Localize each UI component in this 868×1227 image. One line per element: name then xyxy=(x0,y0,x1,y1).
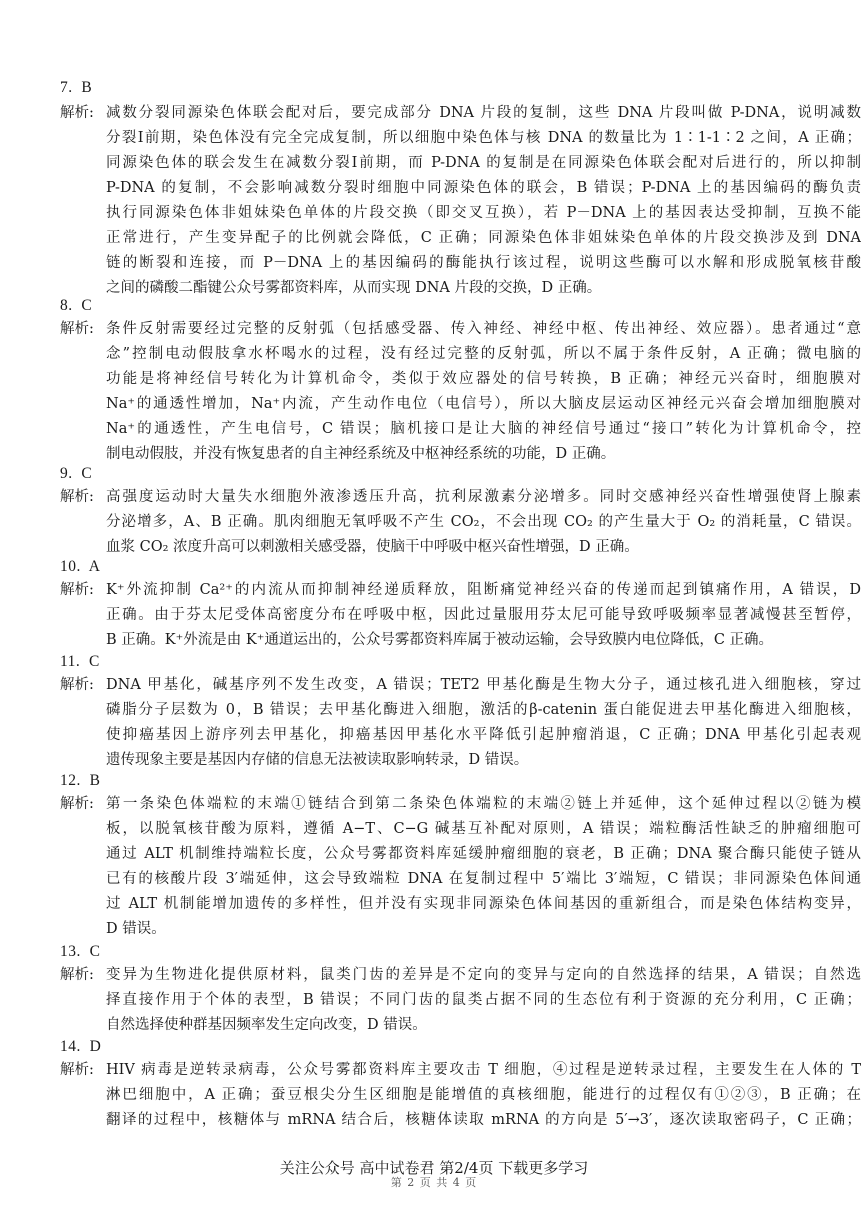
analysis-label: 解析: xyxy=(60,582,94,598)
analysis-line: 自然选择使种群基因频率发生定向改变，D 错误。 xyxy=(106,1017,427,1033)
analysis-line: 择直接作用于个体的表型，B 错误；不同门齿的鼠类占据不同的生态位有利于资源的充分利用，C 正确； xyxy=(106,992,861,1008)
analysis-line: DNA 甲基化，碱基序列不发生改变，A 错误；TET2 甲基化酶是生物大分子，通过核孔进入细胞核，穿过 xyxy=(106,677,861,693)
analysis-label: 解析: xyxy=(60,967,94,983)
analysis-line: P-DNA 的复制，不会影响减数分裂时细胞中同源染色体的联会，B 错误；P-DNA 上的基因编码的酶负责 xyxy=(106,180,861,196)
analysis-label: 解析: xyxy=(60,1062,94,1078)
analysis-line: 功能是将神经信号转化为计算机命令，类似于效应器处的信号转换，B 正确；神经元兴奋时，细胞膜对 xyxy=(106,371,861,387)
analysis-line: 磷脂分子层数为 0，B 错误；去甲基化酶进入细胞，激活的β-catenin 蛋白能促进去甲基化酶进入细胞核， xyxy=(106,702,861,718)
analysis-label: 解析: xyxy=(60,321,94,337)
analysis-line: 正确。由于芬太尼受体高密度分布在呼吸中枢，因此过量服用芬太尼可能导致呼吸频率显著减慢甚至暂停， xyxy=(106,607,861,623)
analysis-line: 制电动假肢，并没有恢复患者的自主神经系统及中枢神经系统的功能，D 正确。 xyxy=(106,446,616,462)
analysis-line: 分泌增多，A、B 正确。肌肉细胞无氧呼吸不产生 CO₂，不会出现 CO₂ 的产生量大于 O₂ 的消耗量，C 错误。 xyxy=(106,514,861,530)
analysis-line: 高强度运动时大量失水细胞外液渗透压升高，抗利尿激素分泌增多。同时交感神经兴奋性增强使肾上腺素 xyxy=(106,489,861,505)
analysis-line: 链的断裂和连接，而 P－DNA 上的基因编码的酶能执行该过程，说明这些酶可以水解和形成脱氧核苷酸 xyxy=(106,255,861,271)
analysis-line: 血浆 CO₂ 浓度升高可以刺激相关感受器，使脑干中呼吸中枢兴奋性增强，D 正确。 xyxy=(106,539,639,555)
question-number: 8. C xyxy=(60,297,93,314)
analysis-label: 解析: xyxy=(60,677,94,693)
analysis-line: B 正确。K⁺外流是由 K⁺通道运出的，公众号雾都资料库属于被动运输，会导致膜内电位降低，C 正确。 xyxy=(106,632,774,648)
analysis-line: 减数分裂同源染色体联会配对后，要完成部分 DNA 片段的复制，这些 DNA 片段叫做 P-DNA，说明减数 xyxy=(106,105,861,121)
analysis-line: 正常进行，产生变异配子的比例就会降低，C 正确；同源染色体非姐妹染色单体的片段交换涉及到 DNA xyxy=(106,230,861,246)
analysis-line: 变异为生物进化提供原材料，鼠类门齿的差异是不定向的变异与定向的自然选择的结果，A 错误；自然选 xyxy=(106,967,861,983)
analysis-line: 过 ALT 机制能增加遗传的多样性，但并没有实现非同源染色体间基因的重新组合，而是染色体结构变异， xyxy=(106,896,861,912)
analysis-line: D 错误。 xyxy=(106,921,166,937)
analysis-label: 解析: xyxy=(60,796,94,812)
analysis-label: 解析: xyxy=(60,105,94,121)
question-number: 7. B xyxy=(60,79,93,96)
analysis-line: 执行同源染色体非姐妹染色单体的片段交换（即交叉互换），若 P－DNA 上的基因表达受抑制，互换不能 xyxy=(106,205,861,221)
analysis-line: 念”控制电动假肢拿水杯喝水的过程，没有经过完整的反射弧，所以不属于条件反射，A 正确；微电脑的 xyxy=(106,346,861,362)
analysis-line: 第一条染色体端粒的末端①链结合到第二条染色体端粒的末端②链上并延伸，这个延伸过程以②链为模 xyxy=(106,796,861,812)
analysis-line: 通过 ALT 机制维持端粒长度，公众号雾都资料库延缓肿瘤细胞的衰老，B 正确；DNA 聚合酶只能使子链从 xyxy=(106,846,861,862)
analysis-line: 同源染色体的联会发生在减数分裂Ⅰ前期，而 P-DNA 的复制是在同源染色体联会配对后进行的，所以抑制 xyxy=(106,155,861,171)
analysis-line: 条件反射需要经过完整的反射弧（包括感受器、传入神经、神经中枢、传出神经、效应器）。患者通过“意 xyxy=(106,321,861,337)
analysis-line: 分裂Ⅰ前期，染色体没有完全完成复制，所以细胞中染色体与核 DNA 的数量比为 1∶1-1∶2 之间，A 正确； xyxy=(106,130,861,146)
analysis-line: 已有的核酸片段 3′端延伸，这会导致端粒 DNA 在复制过程中 5′端比 3′端短，C 错误；非同源染色体间通 xyxy=(106,871,861,887)
question-number: 13. C xyxy=(60,943,101,960)
analysis-line: HIV 病毒是逆转录病毒，公众号雾都资料库主要攻击 T 细胞，④过程是逆转录过程，主要发生在人体的 T xyxy=(106,1062,861,1078)
analysis-line: 淋巴细胞中，A 正确；蚕豆根尖分生区细胞是能增值的真核细胞，能进行的过程仅有①②③，B 正确；在 xyxy=(106,1087,861,1103)
analysis-line: 板，以脱氧核苷酸为原料，遵循 A−T、C−G 碱基互补配对原则，A 错误；端粒酶活性缺乏的肿瘤细胞可 xyxy=(106,821,861,837)
question-number: 10. A xyxy=(60,558,101,575)
analysis-line: K⁺外流抑制 Ca²⁺的内流从而抑制神经递质释放，阻断痛觉神经兴奋的传递而起到镇痛作用，A 错误，D xyxy=(106,582,861,598)
analysis-line: 使抑癌基因上游序列去甲基化，抑癌基因甲基化水平降低引起肿瘤消退，C 正确；DNA 甲基化引起表观 xyxy=(106,727,861,743)
analysis-line: Na⁺的通透性，产生电信号，C 错误；脑机接口是让大脑的神经信号通过“接口”转化为计算机命令，控 xyxy=(106,421,861,437)
analysis-line: 之间的磷酸二酯键公众号雾都资料库，从而实现 DNA 片段的交换，D 正确。 xyxy=(106,280,602,296)
analysis-line: Na⁺的通透性增加，Na⁺内流，产生动作电位（电信号），所以大脑皮层运动区神经元兴奋会增加细胞膜对 xyxy=(106,396,861,412)
question-number: 14. D xyxy=(60,1038,102,1055)
page-number: 第 2 页 共 4 页 xyxy=(390,1176,478,1189)
question-number: 9. C xyxy=(60,465,93,482)
analysis-line: 翻译的过程中，核糖体与 mRNA 结合后，核糖体读取 mRNA 的方向是 5′→3′，逐次读取密码子，C 正确； xyxy=(106,1112,861,1128)
analysis-line: 遗传现象主要是基因内存储的信息无法被读取影响转录，D 错误。 xyxy=(106,752,529,768)
analysis-label: 解析: xyxy=(60,489,94,505)
question-number: 12. B xyxy=(60,772,101,789)
footer-watermark: 关注公众号 高中试卷君 第2/4页 下载更多学习 xyxy=(279,1159,589,1177)
question-number: 11. C xyxy=(60,653,100,670)
